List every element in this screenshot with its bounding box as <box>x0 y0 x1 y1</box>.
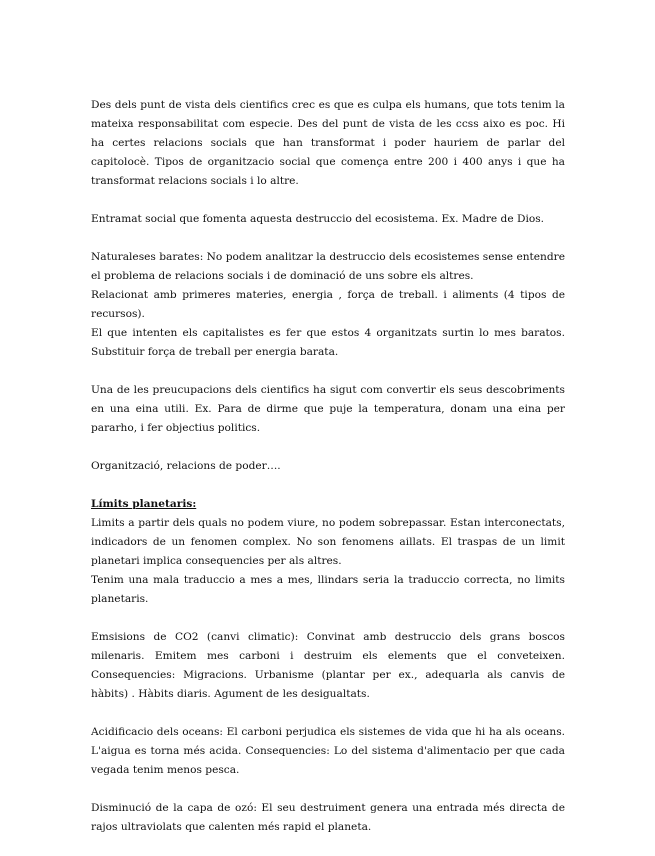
section-planetary-limits <box>91 495 565 609</box>
paragraph-social-framework: Entramat social que fomenta aquesta destruccio del ecosistema. Ex. Madre de Dios. <box>91 213 545 225</box>
planetary-limits-definition: Limits a partir dels quals no podem viure, no podem sobrepassar. Estan interconectats, indicadors de un fenomen complex. No son fenomens aillats. El traspas de un limit planetari implica consequencies per als altres. <box>91 517 565 567</box>
paragraph-ocean-acidification: Acidificacio dels oceans: El carboni perjudica els sistemes de vida que hi ha als oceans. L'aigua es torna més acida. Consequencies: Lo del sistema d'alimentacio per que cada vegada tenim menos pesca. <box>91 726 565 776</box>
paragraph-scientists-concerns: Una de les preucupacions dels cientifics ha sigut com convertir els seus descobriments en una eina utili. Ex. Para de dirme que puje la temperatura, donam una eina per pararho, i fer objectius politics. <box>91 384 565 434</box>
planetary-limits-heading: Límits planetaris: <box>91 498 197 510</box>
document-page <box>91 96 565 856</box>
planetary-limits-translation: Tenim una mala traduccio a mes a mes, llindars seria la traduccio correcta, no limits planetaris. <box>91 574 565 605</box>
paragraph-cheap-natures <box>91 248 565 362</box>
cheap-natures-capitalists: El que intenten els capitalistes es fer que estos 4 organitzats surtin lo mes baratos. Substituir força de treball per energia barata. <box>91 327 565 358</box>
paragraph-co2-emissions: Emsisions de CO2 (canvi climatic): Convinat amb destruccio dels grans boscos milenaris. Emitem mes carboni i destruim els elements que el conveteixen. Consequencies: Migracions. Urbanisme (plantar per ex., adequarla als canvis de hàbits) . Hàbits diaris. Agument de les desigualtats. <box>91 631 565 700</box>
cheap-natures-definition: Naturaleses barates: No podem analitzar la destruccio dels ecosistemes sense entendre el problema de relacions socials i de dominació de uns sobre els altres. <box>91 251 565 282</box>
paragraph-scientists-view: Des dels punt de vista dels cientifics crec es que es culpa els humans, que tots tenim la mateixa responsabilitat com especie. Des del punt de vista de les ccss aixo es poc. Hi ha certes relacions socials que han transformat i poder hauriem de parlar del capitolocè. Tipos de organitzacio social que comença entre 200 i 400 anys i que ha transformat relacions socials i lo altre. <box>91 99 565 187</box>
paragraph-organization-power: Organització, relacions de poder…. <box>91 460 281 472</box>
cheap-natures-resources: Relacionat amb primeres materies, energia , força de treball. i aliments (4 tipos de recursos). <box>91 289 565 320</box>
paragraph-ozone-depletion: Disminució de la capa de ozó: El seu destruiment genera una entrada més directa de rajos ultraviolats que calenten més rapid el planeta. <box>91 802 565 833</box>
